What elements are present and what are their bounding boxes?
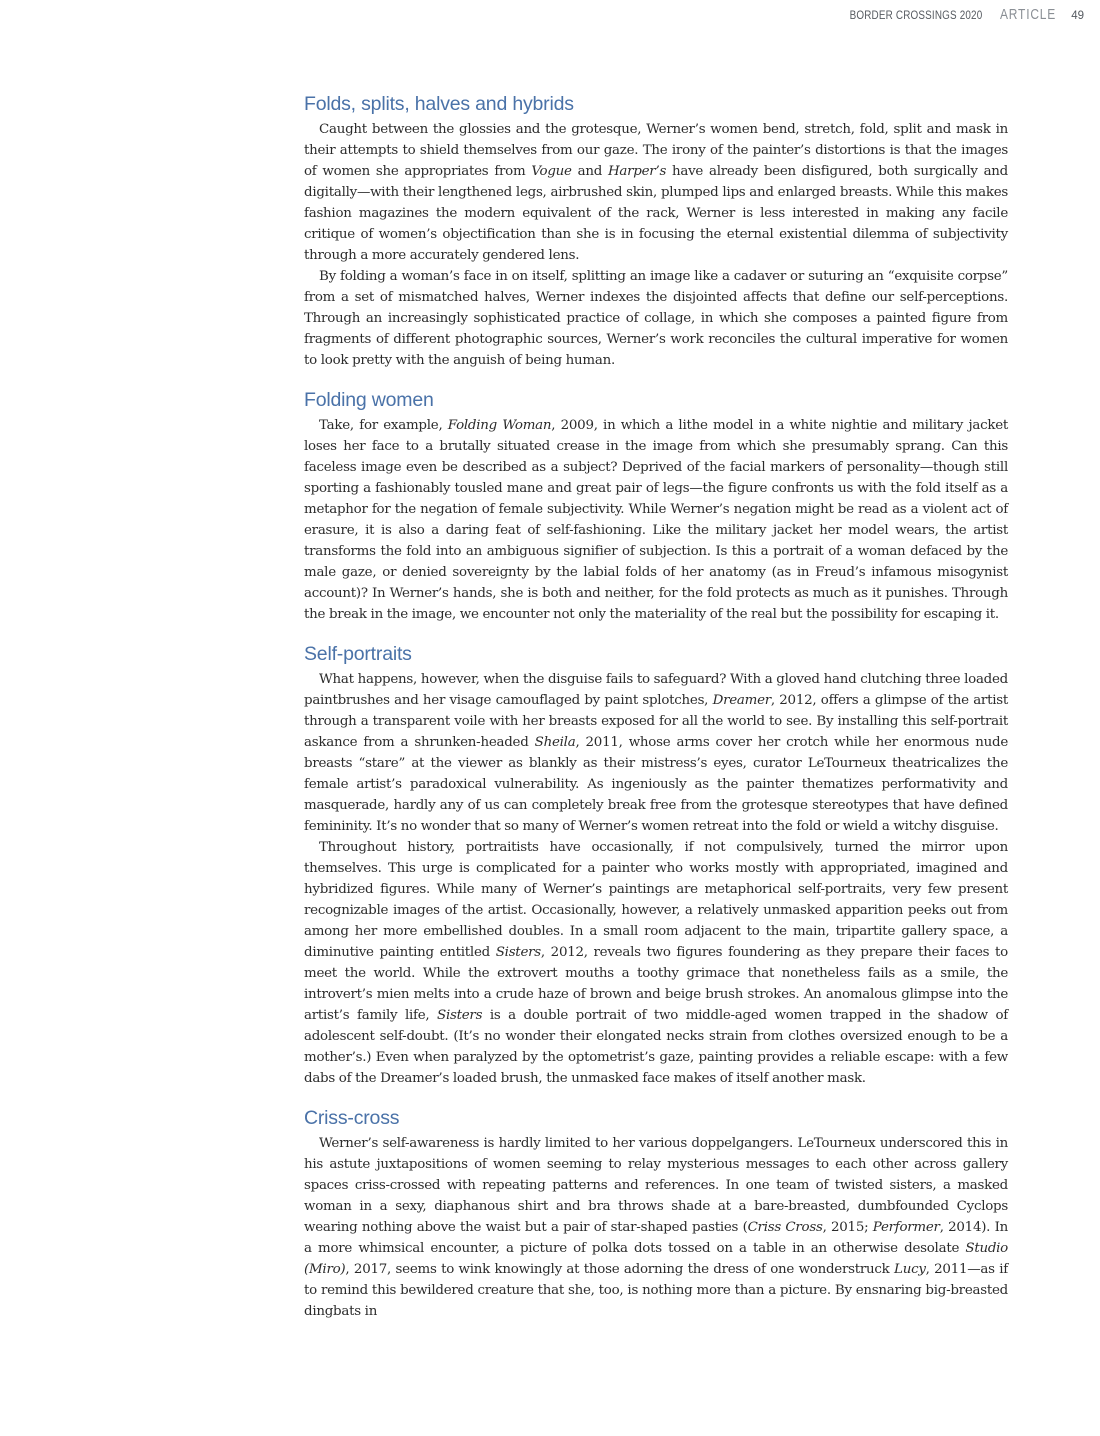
section-heading: Criss-cross	[304, 1107, 400, 1129]
section-criss-cross	[304, 1105, 1008, 1322]
section-label: ARTICLE	[999, 6, 1056, 23]
section-heading: Self-portraits	[304, 643, 412, 665]
section-folds-splits	[304, 91, 1008, 371]
running-head	[828, 6, 1084, 24]
work-title: Sheila	[534, 735, 576, 750]
work-title: Dreamer	[712, 693, 771, 708]
work-title: Harper’s	[607, 164, 667, 179]
paragraph: Werner’s self-awareness is hardly limited to her various doppelgangers. LeTourneux underscored this in his astute juxtapositions of women seeming to relay mysterious messages to each other across gallery spaces criss-crossed with repeating patterns and references. In one team of twisted sisters, a masked woman in a sexy, diaphanous shirt and bra throws shade at a bare-breasted, dumbfounded Cyclops wearing nothing above the waist but a pair of star-shaped pasties (Criss Cross, 2015; Performer, 2014). In a more whimsical encounter, a picture of polka dots tossed on a table in an otherwise desolate Studio (Miro), 2017, seems to wink knowingly at those adorning the dress of one wonderstruck Lucy, 2011—as if to remind this bewildered creature that she, too, is nothing more than a picture. By ensnaring big-breasted dingbats in	[304, 1136, 1009, 1319]
paragraph: Throughout history, portraitists have occasionally, if not compulsively, turned the mirror upon themselves. This urge is complicated for a painter who works mostly with appropriated, imagined and hybridized figures. While many of Werner’s paintings are metaphorical self-portraits, very few present recognizable images of the artist. Occasionally, however, a relatively unmasked apparition peeks out from among her more embellished doubles. In a small room adjacent to the main, tripartite gallery space, a diminutive painting entitled Sisters, 2012, reveals two figures foundering as they prepare their faces to meet the world. While the extrovert mouths a toothy grimace that nonetheless fails as a smile, the introvert’s mien melts into a crude haze of brown and beige brush strokes. An anomalous glimpse into the artist’s family life, Sisters is a double portrait of two middle-aged women trapped in the shadow of adolescent self-doubt. (It’s no wonder their elongated necks strain from clothes oversized enough to be a mother’s.) Even when paralyzed by the optometrist’s gaze, painting provides a reliable escape: with a few dabs of the Dreamer’s loaded brush, the unmasked face makes of itself another mask.	[304, 840, 1008, 1086]
work-title: Folding Woman	[447, 418, 552, 433]
work-title: Sisters	[495, 945, 541, 960]
section-self-portraits	[304, 641, 1008, 1089]
work-title: Vogue	[531, 164, 572, 179]
work-title: Sisters	[437, 1008, 483, 1023]
section-heading: Folds, splits, halves and hybrids	[304, 93, 574, 115]
work-title: Criss Cross	[747, 1220, 823, 1235]
work-title: Lucy	[894, 1262, 926, 1277]
page-number: 49	[1071, 10, 1084, 22]
paragraph: What happens, however, when the disguise fails to safeguard? With a gloved hand clutching three loaded paintbrushes and her visage camouflaged by paint splotches, Dreamer, 2012, offers a glimpse of the artist through a transparent voile with her breasts exposed for all the world to see. By installing this self-portrait askance from a shrunken-headed Sheila, 2011, whose arms cover her crotch while her enormous nude breasts “stare” at the viewer as blankly as their mistress’s eyes, curator LeTourneux theatricalizes the female artist’s paradoxical vulnerability. As ingeniously as the painter thematizes performativity and masquerade, hardly any of us can completely break free from the grotesque stereotypes that have defined femininity. It’s no wonder that so many of Werner’s women retreat into the fold or wield a witchy disguise.	[304, 672, 1009, 834]
work-title: Studio (Miro)	[304, 1241, 1008, 1277]
section-folding-women	[304, 387, 1008, 625]
article-body	[304, 91, 1008, 1338]
paragraph: Take, for example, Folding Woman, 2009, in which a lithe model in a white nightie and military jacket loses her face to a brutally situated crease in the image from which she presumably sprang. Can this faceless image even be described as a subject? Deprived of the facial markers of personality—though still sporting a fashionably tousled mane and great pair of legs—the figure confronts us with the fold itself as a metaphor for the negation of female subjectivity. While Werner’s negation might be read as a violent act of erasure, it is also a daring feat of self-fashioning. Like the military jacket her model wears, the artist transforms the fold into an ambiguous signifier of subjection. Is this a portrait of a woman defaced by the male gaze, or denied sovereignty by the labial folds of her anatomy (as in Freud’s infamous misogynist account)? In Werner’s hands, she is both and neither, for the fold protects as much as it punishes. Through the break in the image, we encounter not only the materiality of the real but the possibility for escaping it.	[304, 418, 1009, 622]
paragraph: Caught between the glossies and the grotesque, Werner’s women bend, stretch, fold, split and mask in their attempts to shield themselves from our gaze. The irony of the painter’s distortions is that the images of women she appropriates from Vogue and Harper’s have already been disfigured, both surgically and digitally—with their lengthened legs, airbrushed skin, plumped lips and enlarged breasts. While this makes fashion magazines the modern equivalent of the rack, Werner is less interested in making any facile critique of women’s objectification than she is in focusing the eternal existential dilemma of subjectivity through a more accurately gendered lens.	[304, 122, 1009, 263]
section-heading: Folding women	[304, 389, 434, 411]
work-title: Performer	[872, 1220, 940, 1235]
paragraph: By folding a woman’s face in on itself, splitting an image like a cadaver or suturing an “exquisite corpse” from a set of mismatched halves, Werner indexes the disjointed affects that define our self-perceptions. Through an increasingly sophisticated practice of collage, in which she composes a painted figure from fragments of different photographic sources, Werner’s work reconciles the cultural imperative for women to look pretty with the anguish of being human.	[304, 269, 1008, 368]
magazine-issue: BORDER CROSSINGS 2020	[849, 10, 983, 22]
